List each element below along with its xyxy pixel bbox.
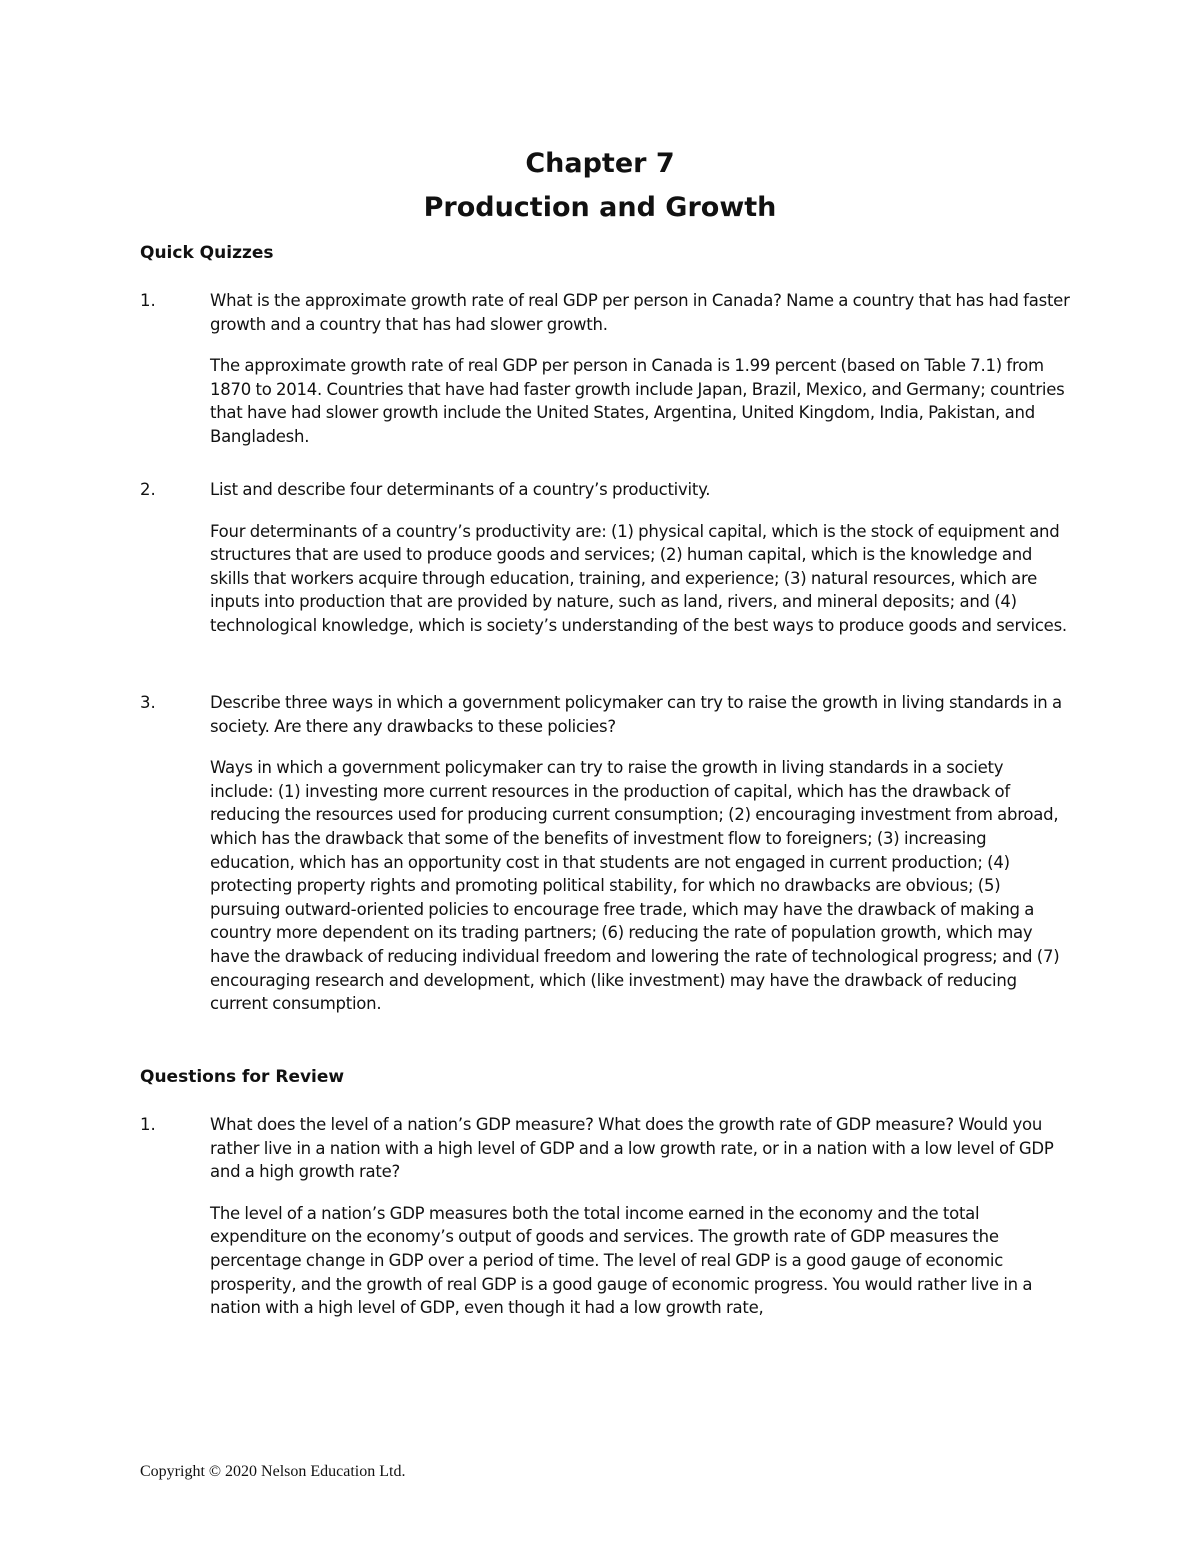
quiz-answer: The approximate growth rate of real GDP per person in Canada is 1.99 percent (based on Table 7.1) from 1870 to 2014. Countries that have had faster growth include Japan, Brazil, Mexico, and Germany; countries that have had slower growth include the United States, Argentina, United Kingdom, India, Pakistan, and Bangladesh. — [210, 356, 1065, 446]
review-item-1 — [140, 1113, 1070, 1320]
quiz-question: List and describe four determinants of a country’s productivity. — [210, 480, 711, 499]
quiz-item-2 — [140, 478, 1070, 638]
copyright-footer: Copyright © 2020 Nelson Education Ltd. — [140, 1463, 406, 1480]
quiz-item-1 — [140, 289, 1070, 449]
review-question: What does the level of a nation’s GDP measure? What does the growth rate of GDP measure? Would you rather live in a nation with a high level of GDP and a low growth rate, or in a nation with a low level of GDP and a high growth rate? — [210, 1115, 1054, 1182]
quiz-question: Describe three ways in which a government policymaker can try to raise the growth in living standards in a society. Are there any drawbacks to these policies? — [210, 693, 1062, 736]
quiz-answer: Ways in which a government policymaker can try to raise the growth in living standards in a society include: (1) investing more current resources in the production of capital, which has the drawback of reducing the resources used for producing current consumption; (2) encouraging investment from abroad, which has the drawback that some of the benefits of investment flow to foreigners; (3) increasing education, which has an opportunity cost in that students are not engaged in current production; (4) protecting property rights and promoting political stability, for which no drawbacks are obvious; (5) pursuing outward-oriented policies to encourage free trade, which may have the drawback of making a country more dependent on its trading partners; (6) reducing the rate of population growth, which may have the drawback of reducing individual freedom and lowering the rate of technological progress; and (7) encouraging research and development, which (like investment) may have the drawback of reducing current consumption. — [210, 758, 1060, 1014]
quiz-question: What is the approximate growth rate of real GDP per person in Canada? Name a country that has had faster growth and a country that has had slower growth. — [210, 291, 1070, 334]
quiz-item-number: 3. — [140, 693, 156, 712]
review-answer: The level of a nation’s GDP measures both the total income earned in the economy and the total expenditure on the economy’s output of goods and services. The growth rate of GDP measures the percentage change in GDP over a period of time. The level of real GDP is a good gauge of economic prosperity, and the growth of real GDP is a good gauge of economic progress. You would rather live in a nation with a high level of GDP, even though it had a low growth rate, — [210, 1203, 1033, 1318]
review-item-number: 1. — [140, 1115, 156, 1134]
chapter-title: Production and Growth — [423, 192, 777, 223]
section-heading-questions-for-review: Questions for Review — [140, 1067, 345, 1087]
quiz-item-number: 1. — [140, 291, 156, 310]
quiz-item-number: 2. — [140, 480, 156, 499]
quiz-item-3 — [140, 691, 1070, 1016]
chapter-number: Chapter 7 — [525, 148, 675, 179]
chapter-title-block — [0, 142, 1200, 230]
quiz-answer: Four determinants of a country’s productivity are: (1) physical capital, which is the stock of equipment and structures that are used to produce goods and services; (2) human capital, which is the knowledge and skills that workers acquire through education, training, and experience; (3) natural resources, which are inputs into production that are provided by nature, such as land, rivers, and mineral deposits; and (4) technological knowledge, which is society’s understanding of the best ways to produce goods and services. — [210, 521, 1067, 635]
section-heading-quick-quizzes: Quick Quizzes — [140, 243, 274, 263]
